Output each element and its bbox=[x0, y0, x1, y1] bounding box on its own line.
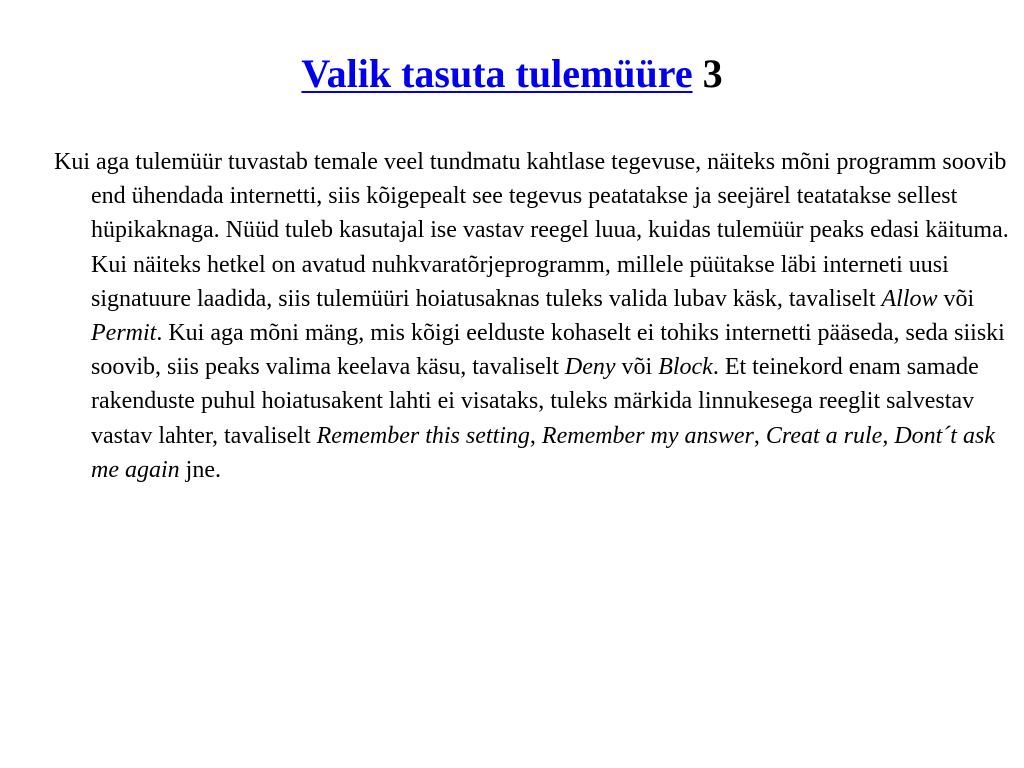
body-paragraph bbox=[54, 145, 1021, 487]
body-text: . Et teinekord enam samade rakenduste puhul hoiatusakent lahti ei visataks, tuleks märkida linnukesega reeglit salvestav vastav lahter, tavaliselt bbox=[91, 354, 979, 449]
term-creat-a-rule: Creat a rule bbox=[765, 422, 883, 449]
body-text: Kui aga tulemüür tuvastab temale veel tundmatu kahtlase tegevuse, näiteks mõni programm soovib end ühendada internetti, siis kõigepealt see tegevus peatatakse ja seejärel teatatakse sellest hüpikaknaga. Nüüd tuleb kasutajal ise vastav reegel luua, kuidas tulemüür peaks edasi käituma. Kui näiteks hetkel on avatud nuhkvaratõrjeprogramm, millele püütakse läbi interneti uusi signatuure laadida, siis tulemüüri hoiatusaknas tuleks valida lubav käsk, tavaliselt bbox=[54, 149, 1009, 312]
body-text: . Kui aga mõni mäng, mis kõigi eelduste kohaselt ei tohiks internetti pääseda, seda siiski soovib, siis peaks valima keelava käsu, tavaliselt bbox=[91, 320, 1005, 381]
slide-title bbox=[0, 48, 1024, 100]
slide-title-link[interactable]: Valik tasuta tulemüüre bbox=[301, 51, 693, 96]
slide-number: 3 bbox=[702, 51, 723, 96]
body-text: või bbox=[615, 354, 659, 381]
term-remember-this-setting: Remember this setting bbox=[316, 422, 530, 449]
body-text: , bbox=[882, 422, 895, 449]
term-block: Block bbox=[658, 354, 713, 381]
term-deny: Deny bbox=[564, 354, 616, 381]
body-text: või bbox=[937, 285, 975, 312]
term-dont-ask-me-again: Dont´t ask me again bbox=[91, 422, 995, 483]
term-permit: Permit bbox=[91, 320, 157, 347]
body-text: , bbox=[529, 422, 542, 449]
body-text: jne. bbox=[179, 456, 221, 483]
term-allow: Allow bbox=[881, 285, 938, 312]
body-text: , bbox=[753, 422, 766, 449]
term-remember-my-answer: Remember my answer bbox=[541, 422, 754, 449]
